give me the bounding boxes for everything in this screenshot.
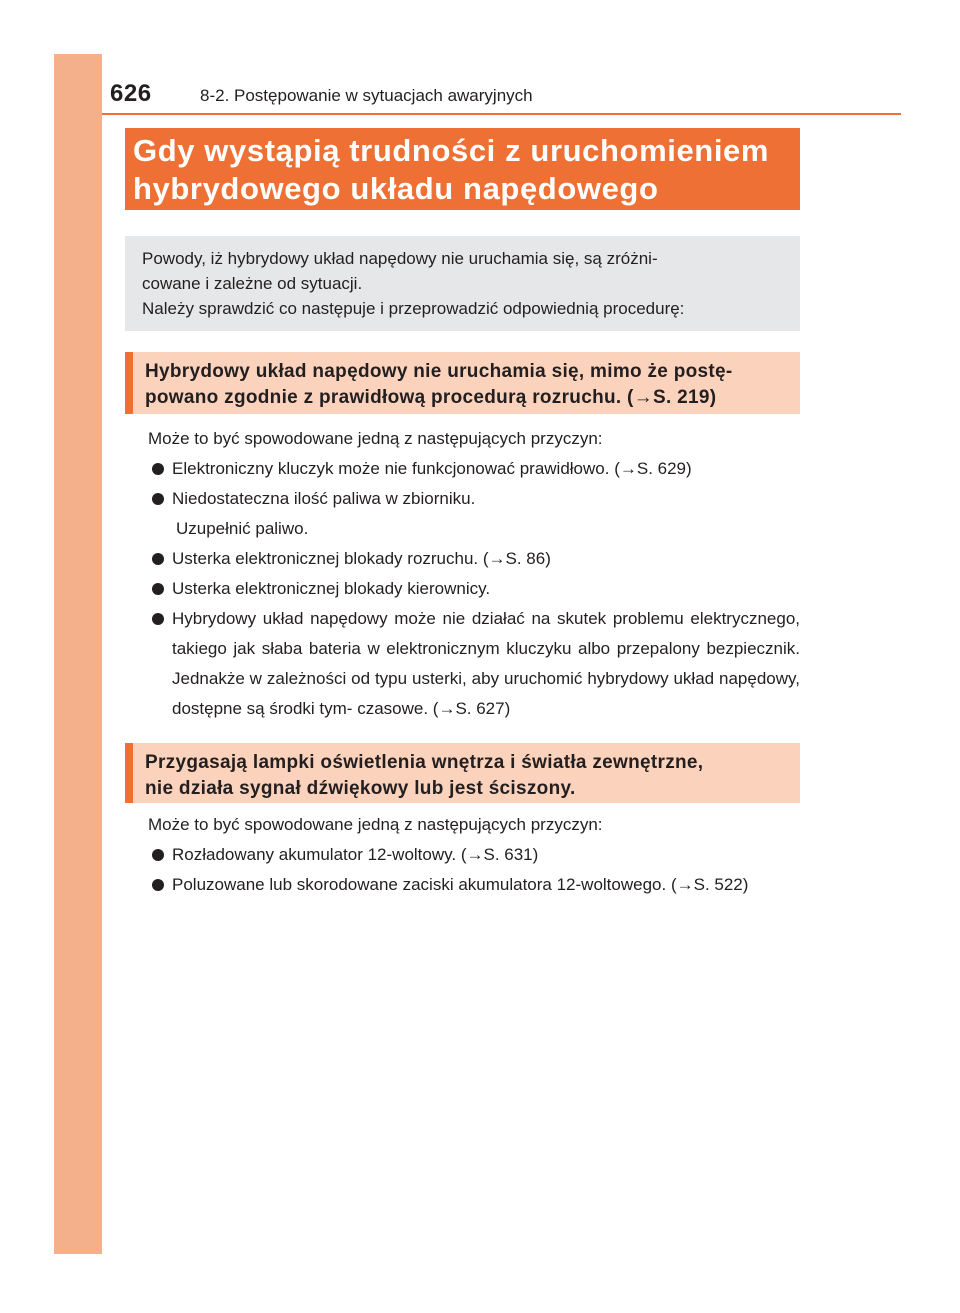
bullet-icon: [152, 849, 164, 861]
list-item: [148, 574, 800, 604]
subheading-no-start-line-1: Hybrydowy układ napędowy nie uruchamia się, mimo że postę-: [145, 361, 733, 382]
section-2-body: [148, 810, 800, 900]
intro-box: [125, 236, 800, 331]
section-2-lead: Może to być spowodowane jedną z następujących przyczyn:: [148, 815, 603, 834]
page-number: 626: [110, 80, 152, 107]
bullet-icon: [152, 463, 164, 475]
intro-line-2: cowane i zależne od sytuacji.: [142, 274, 363, 293]
section-1-lead: Może to być spowodowane jedną z następujących przyczyn:: [148, 429, 603, 448]
list-item: [148, 870, 800, 900]
list-item-text: Poluzowane lub skorodowane zaciski akumulatora 12-woltowego. (→S. 522): [172, 875, 749, 894]
section-breadcrumb: 8-2. Postępowanie w sytuacjach awaryjnych: [200, 86, 533, 105]
list-item: [148, 840, 800, 870]
list-item-text: Usterka elektronicznej blokady kierownicy.: [172, 579, 491, 598]
subheading-lights-dim-line-2: nie działa sygnał dźwiękowy lub jest ściszony.: [145, 778, 576, 799]
list-item: [148, 484, 800, 514]
list-item-text: Elektroniczny kluczyk może nie funkcjonować prawidłowo. (→S. 629): [172, 459, 692, 478]
list-item: [148, 604, 800, 724]
intro-line-1: Powody, iż hybrydowy układ napędowy nie uruchamia się, są zróżni-: [142, 249, 658, 268]
bullet-icon: [152, 613, 164, 625]
page-title-line-1: Gdy wystąpią trudności z uruchomieniem: [133, 133, 770, 168]
header-divider: [102, 113, 901, 115]
side-tab-bar: [54, 54, 102, 1254]
page-title: [125, 128, 800, 210]
list-item-text: Rozładowany akumulator 12-woltowy. (→S. 631): [172, 845, 539, 864]
list-item: [148, 454, 800, 484]
bullet-icon: [152, 583, 164, 595]
subheading-no-start-line-2: powano zgodnie z prawidłową procedurą rozruchu. (→S. 219): [145, 387, 717, 408]
list-item-text: Niedostateczna ilość paliwa w zbiorniku.: [172, 489, 476, 508]
bullet-icon: [152, 879, 164, 891]
bullet-icon: [152, 493, 164, 505]
subheading-lights-dim-line-1: Przygasają lampki oświetlenia wnętrza i światła zewnętrzne,: [145, 752, 704, 773]
section-1-body: [148, 424, 800, 724]
subheading-no-start: [125, 352, 800, 414]
page-title-line-2: hybrydowego układu napędowego: [133, 171, 659, 206]
list-item-text: Usterka elektronicznej blokady rozruchu. (→S. 86): [172, 549, 551, 568]
bullet-icon: [152, 553, 164, 565]
list-item-text: Hybrydowy układ napędowy może nie działać na skutek problemu elektrycznego, takiego jak słaba bateria w elektronicznym kluczyku albo przepalony bezpiecznik. Jednakże w zależności od typu usterki, aby uruchomić hybrydowy układ napędowy, dostępne są środki tym- czasowe. (→S. 627): [172, 609, 800, 718]
subheading-lights-dim: [125, 743, 800, 803]
intro-line-3: Należy sprawdzić co następuje i przeprowadzić odpowiednią procedurę:: [142, 299, 685, 318]
list-item-note: Uzupełnić paliwo.: [176, 519, 309, 538]
list-item: [148, 544, 800, 574]
